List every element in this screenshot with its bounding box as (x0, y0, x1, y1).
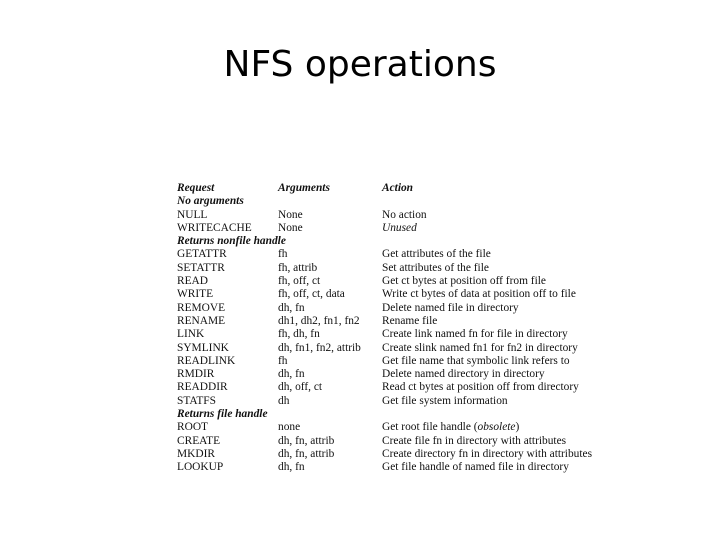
action-cell (382, 421, 602, 434)
action-cell (382, 275, 602, 288)
action-text: Create file fn in directory with attributes (382, 434, 567, 447)
arguments-cell: fh (278, 248, 288, 261)
arguments-cell: None (278, 221, 303, 234)
action-text: Set attributes of the file (382, 261, 489, 274)
action-cell (382, 435, 602, 448)
action-cell (382, 315, 602, 328)
section-label-row (177, 408, 602, 421)
table-row (177, 368, 602, 381)
table-row (177, 355, 602, 368)
action-text: Create directory fn in directory with attributes (382, 447, 593, 460)
action-text: Get file name that symbolic link refers to (382, 354, 570, 367)
arguments-cell: fh, attrib (278, 261, 318, 274)
table-row (177, 395, 602, 408)
action-text: Get attributes of the file (382, 248, 491, 261)
action-text: Get root file handle ( (382, 421, 478, 434)
action-text: Delete named directory in directory (382, 368, 545, 381)
table-header-row (177, 182, 602, 195)
request-cell: LINK (177, 328, 205, 341)
action-cell (382, 248, 602, 261)
action-text: Delete named file in directory (382, 301, 519, 314)
action-text: Create slink named fn1 for fn2 in directory (382, 341, 578, 354)
arguments-cell: fh, off, ct (278, 275, 321, 288)
arguments-cell: dh, fn, attrib (278, 434, 335, 447)
table-row (177, 302, 602, 315)
action-cell (382, 209, 602, 222)
action-cell (382, 302, 602, 315)
table-row (177, 421, 602, 434)
table-row (177, 222, 602, 235)
table-row (177, 342, 602, 355)
action-text: Rename file (382, 314, 438, 327)
action-text: Create link named fn for file in directory (382, 328, 568, 341)
arguments-cell: dh, fn, attrib (278, 447, 335, 460)
table-row (177, 381, 602, 394)
action-cell (382, 262, 602, 275)
table-row (177, 288, 602, 301)
table-row (177, 328, 602, 341)
arguments-cell: dh1, dh2, fn1, fn2 (278, 314, 360, 327)
action-cell (382, 448, 602, 461)
action-cell (382, 381, 602, 394)
request-cell: RMDIR (177, 368, 215, 381)
action-cell (382, 395, 602, 408)
section-label: Returns nonfile handle (177, 235, 286, 248)
request-cell: READLINK (177, 354, 236, 367)
request-cell: NULL (177, 208, 208, 221)
arguments-cell: dh, off, ct (278, 381, 323, 394)
action-text: Get file system information (382, 394, 508, 407)
section-label-row (177, 235, 602, 248)
action-cell (382, 368, 602, 381)
action-text: Get ct bytes at position off from file (382, 275, 546, 288)
action-tail: ) (515, 421, 520, 434)
request-cell: WRITE (177, 288, 214, 301)
action-cell (382, 355, 602, 368)
action-text: Get file handle of named file in directory (382, 461, 569, 474)
arguments-cell: none (278, 421, 301, 434)
request-cell: STATFS (177, 394, 216, 407)
request-cell: ROOT (177, 421, 209, 434)
request-cell: READ (177, 275, 209, 288)
action-cell (382, 288, 602, 301)
request-cell: MKDIR (177, 447, 215, 460)
header-action: Action (382, 182, 414, 194)
action-cell (382, 342, 602, 355)
action-text: No action (382, 208, 427, 221)
action-text: Unused (382, 221, 417, 234)
arguments-cell: dh (278, 394, 290, 407)
table-row (177, 461, 602, 474)
table-row (177, 435, 602, 448)
arguments-cell: fh, off, ct, data (278, 288, 345, 301)
request-cell: SYMLINK (177, 341, 229, 354)
action-cell (382, 328, 602, 341)
slide-title: NFS operations (223, 44, 497, 85)
table-row (177, 448, 602, 461)
table-row (177, 248, 602, 261)
arguments-cell: dh, fn1, fn2, attrib (278, 341, 361, 354)
nfs-operations-table (177, 182, 602, 475)
table-row (177, 315, 602, 328)
request-cell: GETATTR (177, 248, 227, 261)
request-cell: REMOVE (177, 301, 226, 314)
table-row (177, 262, 602, 275)
section-label-row (177, 195, 602, 208)
action-cell (382, 222, 602, 235)
section-label: Returns file handle (177, 408, 268, 421)
request-cell: CREATE (177, 434, 221, 447)
request-cell: SETATTR (177, 261, 225, 274)
arguments-cell: dh, fn (278, 301, 305, 314)
request-cell: WRITECACHE (177, 221, 252, 234)
arguments-cell: dh, fn (278, 368, 305, 381)
header-request: Request (177, 182, 215, 194)
table-row (177, 275, 602, 288)
arguments-cell: fh (278, 354, 288, 367)
request-cell: RENAME (177, 314, 226, 327)
action-text: Read ct bytes at position off from directory (382, 381, 579, 394)
arguments-cell: fh, dh, fn (278, 328, 320, 341)
section-label: No arguments (177, 195, 244, 208)
request-cell: LOOKUP (177, 461, 224, 474)
request-cell: READDIR (177, 381, 228, 394)
arguments-cell: dh, fn (278, 461, 305, 474)
action-text: Write ct bytes of data at position off to file (382, 288, 576, 301)
arguments-cell: None (278, 208, 303, 221)
action-cell (382, 461, 602, 474)
table-row (177, 209, 602, 222)
header-arguments: Arguments (278, 182, 330, 194)
action-emphasis: obsolete (477, 421, 516, 434)
